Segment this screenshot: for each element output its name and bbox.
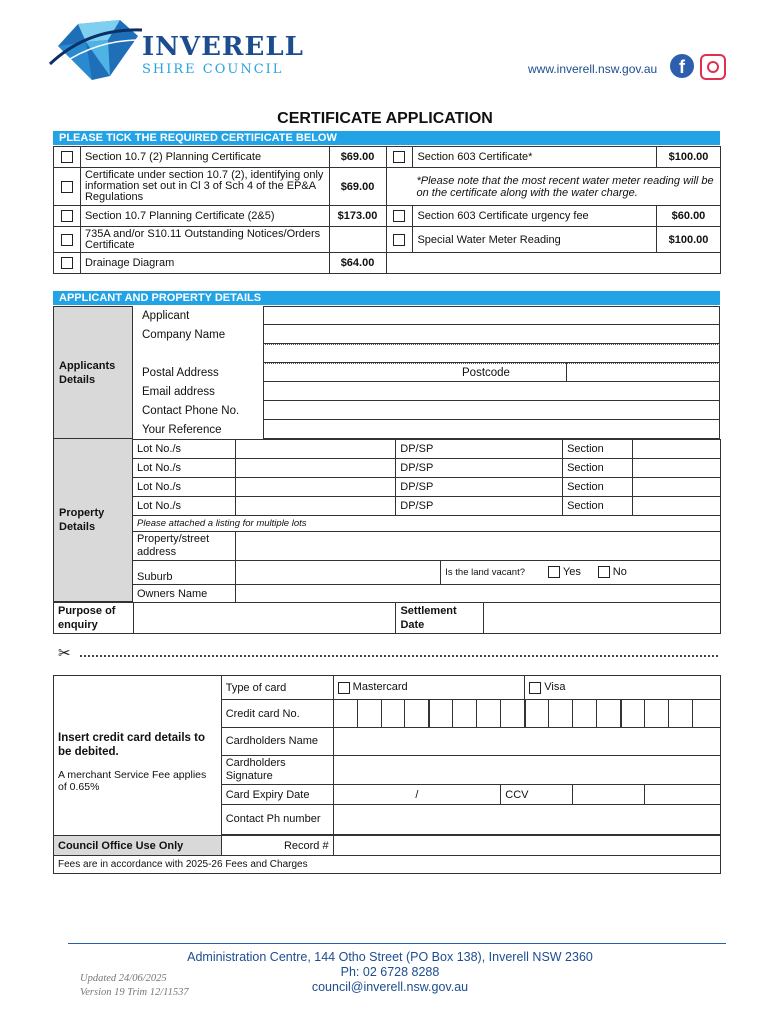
property-details-label: Property Details <box>59 507 105 533</box>
applicant-bar: APPLICANT AND PROPERTY DETAILS <box>53 291 720 305</box>
cert-checkbox[interactable] <box>61 257 73 269</box>
footer-address: Administration Centre, 144 Otho Street (PO Box 138), Inverell NSW 2360 <box>187 950 593 964</box>
record-input[interactable] <box>333 836 720 856</box>
card-number-label: Credit card No. <box>221 700 333 728</box>
reference-input[interactable] <box>263 420 720 439</box>
dpsp-label: DP/SP <box>396 497 441 516</box>
scissors-icon: ✂ <box>58 645 71 662</box>
lot-input[interactable] <box>236 440 396 459</box>
card-info-cell <box>54 676 222 836</box>
card-digit[interactable] <box>692 700 720 728</box>
contact-input[interactable] <box>333 805 720 835</box>
lot-label: Lot No./s <box>133 459 236 478</box>
street-address-label: Property/street address <box>133 532 236 561</box>
postcode-label: Postcode <box>462 367 510 379</box>
cert-checkbox[interactable] <box>393 210 405 222</box>
cert-label: Drainage Diagram <box>80 253 329 274</box>
section-input[interactable] <box>633 478 721 497</box>
owners-input[interactable] <box>236 585 721 603</box>
vacant-yes-checkbox[interactable] <box>548 566 560 578</box>
section-input[interactable] <box>633 497 721 516</box>
cert-price: $100.00 <box>656 147 720 168</box>
visa-label: Visa <box>544 681 566 694</box>
ccv-extra <box>644 785 720 805</box>
instagram-icon[interactable] <box>700 54 726 80</box>
cert-price: $173.00 <box>329 206 386 227</box>
cardholder-signature-input[interactable] <box>333 756 720 785</box>
cert-checkbox[interactable] <box>393 151 405 163</box>
card-digit[interactable] <box>549 700 573 728</box>
section-input[interactable] <box>633 459 721 478</box>
card-digit[interactable] <box>501 700 525 728</box>
card-digit[interactable] <box>525 700 549 728</box>
cert-checkbox[interactable] <box>61 151 73 163</box>
certificates-table <box>53 146 721 274</box>
postcode-divider <box>566 363 567 382</box>
ccv-input[interactable] <box>573 785 645 805</box>
card-digit[interactable] <box>597 700 621 728</box>
dpsp-label: DP/SP <box>396 459 441 478</box>
cert-label: Section 10.7 Planning Certificate (2&5) <box>80 206 329 227</box>
cert-price: $100.00 <box>656 227 720 253</box>
facebook-icon[interactable]: f <box>670 54 694 78</box>
cardholder-name-input[interactable] <box>333 728 720 756</box>
applicant-input[interactable] <box>263 306 720 325</box>
cert-price: $60.00 <box>656 206 720 227</box>
multiple-lots-note: Please attached a listing for multiple lots <box>133 516 721 532</box>
merchant-fee-note: A merchant Service Fee applies of 0.65% <box>58 768 207 793</box>
lot-input[interactable] <box>236 459 396 478</box>
footer-email[interactable]: council@inverell.nsw.gov.au <box>311 980 469 994</box>
expiry-input[interactable] <box>333 785 501 805</box>
company-input[interactable] <box>263 325 720 344</box>
contact-label: Contact Ph number <box>221 805 333 835</box>
card-digit[interactable] <box>429 700 453 728</box>
cert-checkbox[interactable] <box>61 234 73 246</box>
card-digit[interactable] <box>668 700 692 728</box>
cert-price: $69.00 <box>329 147 386 168</box>
mastercard-option[interactable] <box>333 676 525 700</box>
settlement-label: Settlement Date <box>396 603 484 634</box>
property-group <box>53 439 133 602</box>
version-number: Version 19 Trim 12/11537 <box>80 987 189 998</box>
cert-price: $69.00 <box>329 168 386 206</box>
dpsp-input[interactable] <box>441 440 563 459</box>
updated-date: Updated 24/06/2025 <box>80 973 167 984</box>
lots-table <box>133 439 721 603</box>
card-digit[interactable] <box>333 700 357 728</box>
card-digit[interactable] <box>381 700 405 728</box>
dpsp-input[interactable] <box>441 459 563 478</box>
website-link[interactable]: www.inverell.nsw.gov.au <box>528 62 658 76</box>
purpose-input[interactable] <box>133 603 396 634</box>
dpsp-label: DP/SP <box>396 478 441 497</box>
lot-input[interactable] <box>236 478 396 497</box>
card-digit[interactable] <box>573 700 597 728</box>
footer-divider <box>68 943 726 944</box>
purpose-label: Purpose of enquiry <box>54 603 134 634</box>
owners-label: Owners Name <box>133 585 236 603</box>
settlement-input[interactable] <box>484 603 721 634</box>
cert-checkbox[interactable] <box>61 210 73 222</box>
lot-input[interactable] <box>236 497 396 516</box>
cert-label: Section 603 Certificate* <box>413 147 657 168</box>
card-digit[interactable] <box>357 700 381 728</box>
email-input[interactable] <box>263 382 720 401</box>
phone-label: Contact Phone No. <box>142 405 240 417</box>
card-digit[interactable] <box>405 700 429 728</box>
applicant-label: Applicant <box>142 310 190 322</box>
insert-card-label: Insert credit card details to be debited. <box>58 731 205 758</box>
expiry-label: Card Expiry Date <box>221 785 333 805</box>
footer-contact <box>160 950 620 995</box>
postal-address-label: Postal Address <box>142 367 219 379</box>
purpose-table <box>53 602 721 634</box>
cert-checkbox[interactable] <box>61 181 73 193</box>
suburb-label: Suburb <box>133 561 236 585</box>
cert-price <box>329 227 386 253</box>
dpsp-input[interactable] <box>441 497 563 516</box>
section-label: Section <box>563 459 633 478</box>
cert-checkbox[interactable] <box>393 234 405 246</box>
card-digit[interactable] <box>621 700 645 728</box>
email-label: Email address <box>142 386 215 398</box>
version-info <box>80 972 189 1000</box>
company-label: Company Name <box>142 329 226 341</box>
footer-phone: Ph: 02 6728 8288 <box>340 965 440 979</box>
applicants-group <box>53 306 133 439</box>
cert-label: Section 10.7 (2) Planning Certificate <box>80 147 329 168</box>
vacant-no-checkbox[interactable] <box>598 566 610 578</box>
section-input[interactable] <box>633 440 721 459</box>
card-digit[interactable] <box>644 700 668 728</box>
expiry-slash: / <box>415 788 419 801</box>
vacant-question: Is the land vacant? <box>445 567 525 578</box>
cert-label: Section 603 Certificate urgency fee <box>413 206 657 227</box>
lot-label: Lot No./s <box>133 440 236 459</box>
vacant-cell <box>441 561 721 585</box>
postal-address-line1[interactable] <box>263 344 720 363</box>
lot-label: Lot No./s <box>133 478 236 497</box>
record-label: Record # <box>221 836 333 856</box>
card-type-label: Type of card <box>221 676 333 700</box>
office-use-label: Council Office Use Only <box>54 836 222 856</box>
lot-label: Lot No./s <box>133 497 236 516</box>
cardholder-signature-label: Cardholders Signature <box>221 756 333 785</box>
page-title: CERTIFICATE APPLICATION <box>277 110 493 127</box>
vacant-no-label: No <box>612 566 627 578</box>
certificates-bar: PLEASE TICK THE REQUIRED CERTIFICATE BELOW <box>53 131 720 145</box>
section-label: Section <box>563 440 633 459</box>
org-subname: SHIRE COUNCIL <box>142 62 284 77</box>
section-label: Section <box>563 497 633 516</box>
org-name: INVERELL <box>142 32 304 62</box>
card-digit[interactable] <box>453 700 477 728</box>
suburb-input[interactable] <box>236 561 441 585</box>
water-meter-note: *Please note that the most recent water meter reading will be on the certificate along with the water charge. <box>386 168 721 206</box>
card-digit[interactable] <box>477 700 501 728</box>
cert-label: Certificate under section 10.7 (2), identifying only information set out in Cl 3 of Sch 4 of the EP&A Regulations <box>80 168 329 206</box>
payment-table <box>53 675 721 874</box>
cut-line <box>80 655 718 657</box>
fees-note: Fees are in accordance with 2025-26 Fees and Charges <box>54 856 721 874</box>
applicants-details-label: Applicants Details <box>59 360 116 386</box>
dpsp-input[interactable] <box>441 478 563 497</box>
section-label: Section <box>563 478 633 497</box>
mastercard-label: Mastercard <box>352 681 408 694</box>
cardholder-name-label: Cardholders Name <box>221 728 333 756</box>
phone-input[interactable] <box>263 401 720 420</box>
reference-label: Your Reference <box>142 424 222 436</box>
cert-price: $64.00 <box>329 253 386 274</box>
vacant-yes-label: Yes <box>562 566 581 578</box>
cert-label: Special Water Meter Reading <box>413 227 657 253</box>
visa-option[interactable] <box>525 676 721 700</box>
cert-label: 735A and/or S10.11 Outstanding Notices/Orders Certificate <box>80 227 329 253</box>
dpsp-label: DP/SP <box>396 440 441 459</box>
ccv-label: CCV <box>501 785 573 805</box>
council-logo <box>48 18 144 84</box>
street-address-input[interactable] <box>236 532 721 561</box>
